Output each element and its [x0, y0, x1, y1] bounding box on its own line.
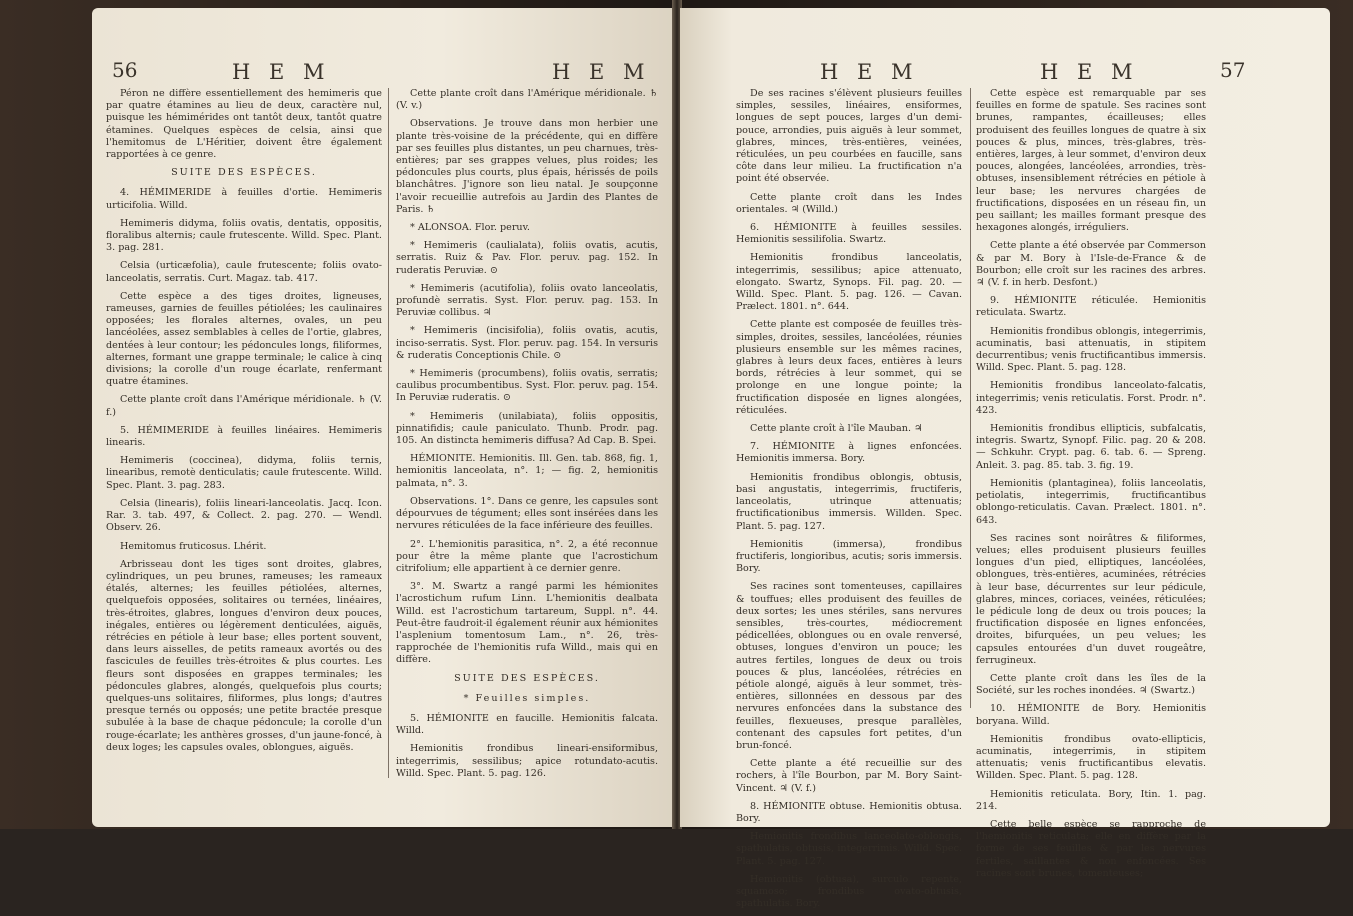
- text-paragraph: 2°. L'hemionitis parasitica, n°. 2, a été reconnue pour être la même plante que l'acrostichum citrifolium; elle appartient à ce dernier genre.: [396, 538, 658, 574]
- text-paragraph: * Hemimeris (unilabiata), foliis oppositis, pinnatifidis; caule paniculato. Thunb. Prodr. pag. 105. An distincta hemimeris diffusa? Ad Cap. B. Spei.: [396, 410, 658, 447]
- text-paragraph: Cette plante croît dans les Indes orientales. ♃ (Willd.): [736, 191, 962, 215]
- text-paragraph: Hemionitis (plantaginea), foliis lanceolatis, petiolatis, integerrimis, fructificantibus oblongo-reticulatis. Cavan. Prælect. 1801. n°. 643.: [976, 477, 1206, 526]
- text-paragraph: Celsia (linearis), foliis lineari-lanceolatis. Jacq. Icon. Rar. 3. tab. 497, & Collect. 2. pag. 270. — Wendl. Observ. 26.: [106, 497, 382, 534]
- text-paragraph: Cette plante croît dans les îles de la Société, sur les roches inondées. ♃ (Swartz.): [976, 672, 1206, 697]
- text-paragraph: Hemimeris didyma, foliis ovatis, dentatis, oppositis, floralibus alternis; caule frutescente. Willd. Spec. Plant. 3. pag. 281.: [106, 217, 382, 254]
- column-divider: [388, 88, 389, 778]
- text-paragraph: Cette plante croît à l'île Mauban. ♃: [750, 423, 923, 435]
- running-header: H E M: [232, 60, 331, 84]
- text-paragraph: Hemimeris (coccinea), didyma, foliis ternis, linearibus, remotè denticulatis; caule frutescente. Willd. Spec. Plant. 3. pag. 283.: [106, 455, 382, 491]
- right-page: [680, 8, 1330, 910]
- text-paragraph: HÉMIONITE. Hemionitis. Ill. Gen. tab. 868, fig. 1, hemionitis lanceolata, n°. 1; — fig. 2, hemionitis palmata, n°. 3.: [396, 453, 658, 489]
- text-column: [396, 88, 658, 786]
- text-paragraph: Observations. 1°. Dans ce genre, les capsules sont dépourvues de tégument; elles sont insérées dans les nervures réticulées de la face inférieure des feuilles.: [396, 495, 658, 532]
- text-paragraph: 5. HÉMIMERIDE à feuilles linéaires. Hemimeris linearis.: [106, 424, 382, 449]
- column-divider: [970, 88, 971, 708]
- text-paragraph: * Hemimeris (caulialata), foliis ovatis, acutis, serratis. Ruiz & Pav. Flor. peruv. pag. 152. In ruderatis Peruviæ. ⊙: [396, 240, 658, 276]
- text-paragraph: Hemionitis frondibus lineari-ensiformibus, integerrimis, sessilibus; apice rotundato-acutis. Willd. Spec. Plant. 5. pag. 126.: [396, 743, 658, 779]
- text-paragraph: 8. HÉMIONITE obtuse. Hemionitis obtusa. Bory.: [736, 800, 962, 824]
- running-header: H E M: [552, 60, 651, 84]
- text-paragraph: Hemionitis (immersa), frondibus fructiferis, longioribus, acutis; soris immersis. Bory.: [736, 538, 962, 575]
- text-paragraph: 4. HÉMIMERIDE à feuilles d'ortie. Hemimeris urticifolia. Willd.: [106, 187, 382, 211]
- text-paragraph: Celsia (urticæfolia), caule frutescente; foliis ovato-lanceolatis, serratis. Curt. Magaz. tab. 417.: [106, 260, 382, 284]
- text-paragraph: Ses racines sont tomenteuses, capillaires & touffues; elles produisent des feuilles de deux sortes; les unes stériles, sans nervures sensibles, très-courtes, médiocrement pédicellées, oblongues ou en ovale renversé, obtuses, longues d'environ un pouce; les autres fertiles, longues de deux ou trois pouces & plus, lancéolées, rétrécies en pétiole alongé, aiguës à leur sommet, très-entières, sillonnées en dessous par des nervures enfoncées dans la substance des feuilles, flexueuses, presque parallèles, contenant des capsules fort petites, d'un brun-foncé.: [736, 581, 962, 751]
- text-paragraph: Ses racines sont noirâtres & filiformes, velues; elles produisent plusieurs feuilles longues d'un pied, elliptiques, lancéolées, oblongues, très-entières, acuminées, rétrécies à leur base, décurrentes sur leur pédicule, glabres, minces, coriaces, veinées, réticulées; le pédicule long de deux ou trois pouces; la fructification disposée en lignes enfoncées, droites, bifurquées, un peu velues; les capsules entourées d'un duvet rougeâtre, ferrugineux.: [976, 532, 1206, 666]
- text-paragraph: Cette espèce a des tiges droites, ligneuses, rameuses, garnies de feuilles pétiolées; les caulinaires opposées; les florales alternes, ovales, un peu lancéolées, assez semblables à celles de l'ortie, glabres, dentées à leur contour; les pédoncules longs, filiformes, alternes, formant une grappe terminale; le calice à cinq divisions; la corolle d'un rouge écarlate, renfermant quatre étamines.: [106, 290, 382, 388]
- text-paragraph: * ALONSOA. Flor. peruv.: [410, 222, 530, 234]
- text-paragraph: Hemionitis frondibus ovato-ellipticis, acuminatis, integerrimis, in stipitem attenuatis; venis fructificantibus elevatis. Willden. Spec. Plant. 5. pag. 128.: [976, 733, 1206, 782]
- text-paragraph: 5. HÉMIONITE en faucille. Hemionitis falcata. Willd.: [396, 712, 658, 737]
- text-column: [736, 88, 962, 916]
- text-paragraph: Hemionitis (obtusa), surculo repente, squamoso; frondibus ovato-obtusis, spathulatis. Bory.: [736, 873, 962, 910]
- text-paragraph: Cette espèce est remarquable par ses feuilles en forme de spatule. Ses racines sont brunes, rampantes, écailleuses; elles produisent des feuilles longues de quatre à six pouces & plus, minces, très-glabres, très-entières, larges, à leur sommet, d'environ deux pouces, alongées, lancéolées, arrondies, très-obtuses, insensiblement rétrécies en pétiole à leur base; les nervures chargées de fructifications, disposées en un réseau fin, un peu saillant; les mailles formant presque des hexagones alongés, irréguliers.: [976, 88, 1206, 234]
- text-paragraph: 9. HÉMIONITE réticulée. Hemionitis reticulata. Swartz.: [976, 295, 1206, 319]
- page-number: 56: [112, 58, 138, 82]
- text-paragraph: Cette plante a été recueillie sur des rochers, à l'île Bourbon, par M. Bory Saint-Vincent. ♃ (V. f.): [736, 758, 962, 794]
- text-paragraph: Cette plante est composée de feuilles très-simples, droites, sessiles, lancéolées, réunies plusieurs ensemble sur les mêmes racines, glabres à leurs deux faces, entières à leurs bords, rétrécies à leur sommet, qui se prolonge en une longue pointe; la fructification disposée en lignes alongées, réticulées.: [736, 319, 962, 416]
- text-paragraph: Hemionitis frondibus oblongis, obtusis, basi angustatis, integerrimis, fructiferis, lanceolatis, utrinque attenuatis; fructificationibus immersis. Willden. Spec. Plant. 5. pag. 127.: [736, 471, 962, 532]
- text-paragraph: Hemitomus fruticosus. Lhérit.: [120, 540, 267, 552]
- text-paragraph: 10. HÉMIONITE de Bory. Hemionitis boryana. Willd.: [976, 703, 1206, 727]
- text-paragraph: Hemionitis frondibus lanceolatis, integerrimis, sessilibus; apice attenuato, elongato. Swartz, Synops. Fil. pag. 20. — Willd. Spec. Plant. 5. pag. 126. — Cavan. Prælect. 1801. n°. 644.: [736, 252, 962, 313]
- text-paragraph: * Hemimeris (procumbens), foliis ovatis, serratis; caulibus procumbentibus. Syst. Flor. peruv. pag. 154. In Peruviæ ruderatis. ⊙: [396, 368, 658, 404]
- left-page: [92, 8, 674, 827]
- text-paragraph: * Hemimeris (incisifolia), foliis ovatis, acutis, inciso-serratis. Syst. Flor. peruv. pag. 154. In versuris & ruderatis Conceptionis Chile. ⊙: [396, 325, 658, 361]
- running-header: H E M: [820, 60, 919, 84]
- text-column: [106, 88, 382, 760]
- text-paragraph: Cette plante a été observée par Commerson & par M. Bory à l'Isle-de-France & de Bourbon; elle croît sur les racines des arbres. ♃ (V. f. in herb. Desfont.): [976, 240, 1206, 289]
- text-paragraph: * Feuilles simples.: [463, 692, 591, 704]
- text-paragraph: Cette plante croît dans l'Amérique méridionale. ♄ (V. v.): [396, 88, 658, 112]
- text-paragraph: Cette belle espèce se rapproche de l'hemionitis reticulata; elle en diffère par la forme de ses feuilles & par les nervures fertiles, saillantes & non enfoncées. Ses racines sont brunes, tomenteuses;: [976, 818, 1206, 879]
- text-paragraph: Arbrisseau dont les tiges sont droites, glabres, cylindriques, un peu brunes, rameuses; les rameaux étalés, alternes; les feuilles pétiolées, alternes, quelquefois opposées, solitaires ou ternées, linéaires, très-étroites, glabres, longues d'environ deux pouces, inégales, entières ou légèrement denticulées, aiguës, rétrécies en pétiole à leur base; elles portent souvent, dans leurs aisselles, de petits rameaux avortés ou des fascicules de feuilles très-étroites & plus courtes. Les fleurs sont disposées en grappes terminales; les pédoncules glabres, alongés, quelquefois plus courts; quelques-uns solitaires, filiformes, plus longs; d'autres presque ternés ou opposés; une petite bractée presque subulée à la base de chaque pédoncule; la corolle d'un rouge-écarlate; les anthères grosses, d'un jaune-foncé, à deux loges; les capsules ovales, oblongues, aiguës.: [106, 558, 382, 753]
- text-paragraph: Hemionitis frondibus lanceolato-falcatis, integerrimis; venis reticulatis. Forst. Prodr. n°. 423.: [976, 380, 1206, 416]
- text-column: [976, 88, 1206, 886]
- text-paragraph: 3°. M. Swartz a rangé parmi les hémionites l'acrostichum rufum Linn. L'hemionitis dealbata Willd. est l'acrostichum tartareum, Suppl. n°. 44. Peut-être faudroit-il également réunir aux hémionites l'asplenium tomentosum Lam., n°. 26, très-rapprochée de l'hemionitis rufa Willd., mais qui en diffère.: [396, 581, 658, 666]
- text-paragraph: * Hemimeris (acutifolia), foliis ovato lanceolatis, profundè serratis. Syst. Flor. peruv. pag. 153. In Peruviæ collibus. ♃: [396, 282, 658, 319]
- text-paragraph: SUITE DES ESPÈCES.: [171, 167, 317, 179]
- text-paragraph: SUITE DES ESPÈCES.: [454, 672, 600, 684]
- text-paragraph: Péron ne diffère essentiellement des hemimeris que par quatre étamines au lieu de deux, caractère nul, puisque les hémimérides ont tantôt deux, tantôt quatre étamines. Quelques espèces de celsia, ainsi que l'hemitomus de L'Héritier, doivent être également rapportées à ce genre.: [106, 88, 382, 161]
- text-paragraph: De ses racines s'élèvent plusieurs feuilles simples, sessiles, linéaires, ensiformes, longues de sept pouces, larges d'un demi-pouce, arrondies, puis aiguës à leur sommet, glabres, minces, très-entières, veinées, réticulées, un peu courbées en faucille, sans côte dans leur milieu. La fructification n'a point été observée.: [736, 88, 962, 185]
- page-number: 57: [1220, 58, 1246, 82]
- text-paragraph: Cette plante croît dans l'Amérique méridionale. ♄ (V. f.): [106, 394, 382, 418]
- text-paragraph: 6. HÉMIONITE à feuilles sessiles. Hemionitis sessilifolia. Swartz.: [736, 222, 962, 246]
- text-paragraph: 7. HÉMIONITE à lignes enfoncées. Hemionitis immersa. Bory.: [736, 441, 962, 465]
- text-paragraph: Hemionitis frondibus lanceolato-oblongis, spathulatis, obtusis, integerrimis. Willd. Spec. Plant. 5. pag. 127.: [736, 831, 962, 867]
- text-paragraph: Hemionitis frondibus ellipticis, subfalcatis, integris. Swartz, Synopf. Filic. pag. 20 & 208. — Schkuhr. Crypt. pag. 6. tab. 6. — Spreng. Anleit. 3. pag. 85. tab. 3. fig. 19.: [976, 423, 1206, 471]
- running-header: H E M: [1040, 60, 1139, 84]
- text-paragraph: Hemionitis frondibus oblongis, integerrimis, acuminatis, basi attenuatis, in stipitem decurrentibus; venis fructificantibus immersis. Willd. Spec. Plant. 5. pag. 128.: [976, 325, 1206, 374]
- text-paragraph: Hemionitis reticulata. Bory, Itin. 1. pag. 214.: [976, 788, 1206, 812]
- text-paragraph: Observations. Je trouve dans mon herbier une plante très-voisine de la précédente, qui en diffère par ses feuilles plus distantes, un peu charnues, très-entières; par ses grappes velues, plus roides; les pédoncules plus courts, plus épais, hérissés de poils blanchâtres. J'ignore son lieu natal. Je soupçonne l'avoir recueillie autrefois au Jardin des Plantes de Paris. ♄: [396, 118, 658, 215]
